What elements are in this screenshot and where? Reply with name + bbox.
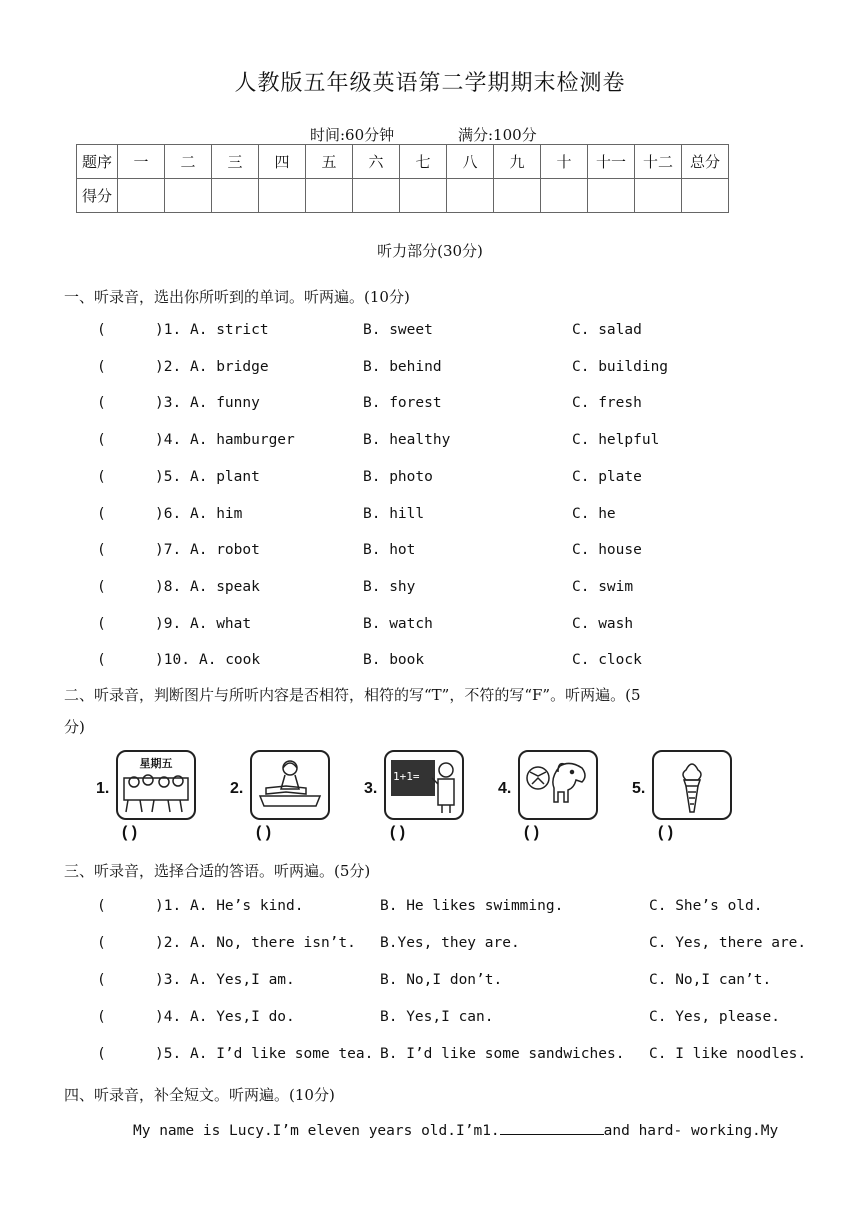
answer-paren-open[interactable]: ( xyxy=(97,972,106,988)
answer-paren-open[interactable]: ( xyxy=(97,1009,106,1025)
score-table-score-row xyxy=(77,179,729,213)
picture-reading xyxy=(250,750,330,820)
option-a: A. I’d like some tea. xyxy=(190,1046,374,1062)
table-header-cell: 十 xyxy=(541,145,588,179)
exam-time: 时间:60分钟 xyxy=(310,126,395,144)
table-header-cell: 一 xyxy=(118,145,165,179)
table-header-cell: 二 xyxy=(165,145,212,179)
question-number: )4. xyxy=(155,1009,182,1025)
answer-paren-open[interactable]: ( xyxy=(97,898,106,914)
score-cell[interactable] xyxy=(494,179,541,213)
answer-paren-open[interactable]: ( xyxy=(97,542,106,559)
question-number: )5. xyxy=(155,468,182,485)
answer-paren[interactable]: ( ) xyxy=(390,824,406,841)
table-row-label: 得分 xyxy=(77,179,118,213)
passage-text-before: My name is Lucy.I’m eleven years old.I’m1. xyxy=(133,1123,500,1139)
question-number: )2. xyxy=(155,935,182,951)
question-number: )1. xyxy=(155,898,182,914)
passage-text-after: and hard- working.My xyxy=(603,1123,779,1139)
picture-dog xyxy=(518,750,598,820)
option-b: B. watch xyxy=(363,615,433,632)
option-a: A. strict xyxy=(190,322,269,338)
answer-paren[interactable]: ( ) xyxy=(658,824,674,841)
picture-friday xyxy=(116,750,196,820)
score-cell[interactable] xyxy=(165,179,212,213)
question-number: )9. xyxy=(155,615,182,632)
table-header-cell: 六 xyxy=(353,145,400,179)
answer-paren-open[interactable]: ( xyxy=(97,1046,106,1062)
answer-paren-open[interactable]: ( xyxy=(97,395,106,412)
option-a: A. bridge xyxy=(190,358,269,375)
option-a: A. speak xyxy=(190,578,260,595)
answer-paren[interactable]: ( ) xyxy=(524,824,540,841)
table-header-cell: 十二 xyxy=(635,145,682,179)
teacher-icon xyxy=(386,752,462,818)
picture-number: 5. xyxy=(632,780,646,797)
passage-line xyxy=(133,1120,778,1139)
option-a: A. No, there isn’t. xyxy=(190,935,356,951)
picture-label: 星期五 xyxy=(139,757,173,770)
table-header-cell: 十一 xyxy=(588,145,635,179)
option-b: B. behind xyxy=(363,358,442,375)
question-number: )4. xyxy=(155,432,182,449)
option-a: A. funny xyxy=(190,395,260,412)
table-header-cell: 题序 xyxy=(77,145,118,179)
table-header-cell: 三 xyxy=(212,145,259,179)
question-number: )3. xyxy=(155,395,182,412)
score-cell[interactable] xyxy=(212,179,259,213)
score-cell[interactable] xyxy=(353,179,400,213)
option-a: A. He’s kind. xyxy=(190,898,304,914)
table-header-cell: 九 xyxy=(494,145,541,179)
question-number: )8. xyxy=(155,578,182,595)
picture-number: 3. xyxy=(364,780,378,797)
option-c: C. No,I can’t. xyxy=(649,972,772,988)
section2-heading-cont: 分) xyxy=(64,718,85,736)
picture-number: 4. xyxy=(498,780,512,797)
table-header-cell: 八 xyxy=(447,145,494,179)
picture-ice-cream xyxy=(652,750,732,820)
answer-paren-open[interactable]: ( xyxy=(97,322,106,338)
table-header-cell: 五 xyxy=(306,145,353,179)
picture-row xyxy=(96,748,776,848)
question-number: )7. xyxy=(155,542,182,559)
option-a: A. hamburger xyxy=(190,432,295,449)
picture-number: 1. xyxy=(96,780,110,797)
section1-heading: 一、听录音，选出你所听到的单词。听两遍。(10分) xyxy=(64,288,410,306)
table-header-cell: 总分 xyxy=(682,145,729,179)
option-a: A. plant xyxy=(190,468,260,485)
dog-with-ball-icon xyxy=(520,752,596,818)
score-cell[interactable] xyxy=(118,179,165,213)
option-a: A. him xyxy=(190,505,243,522)
option-a: A. what xyxy=(190,615,252,632)
score-cell[interactable] xyxy=(682,179,729,213)
score-table-header-row xyxy=(77,145,729,179)
option-b: B. No,I don’t. xyxy=(380,972,503,988)
picture-item xyxy=(632,748,754,848)
option-c: C. clock xyxy=(572,652,642,669)
option-c: C. helpful xyxy=(572,432,660,449)
ice-cream-icon xyxy=(654,752,730,818)
option-b: B. book xyxy=(363,652,425,669)
board-text: 1+1= xyxy=(393,770,420,783)
score-table xyxy=(76,144,729,213)
picture-item xyxy=(364,748,486,848)
question-number: )5. xyxy=(155,1046,182,1062)
option-c: C. plate xyxy=(572,468,642,485)
option-b: B. He likes swimming. xyxy=(380,898,564,914)
option-b: B. shy xyxy=(363,578,416,595)
section4-heading: 四、听录音，补全短文。听两遍。(10分) xyxy=(64,1086,335,1104)
answer-paren-open[interactable]: ( xyxy=(97,358,106,375)
question-number: )6. xyxy=(155,505,182,522)
option-a: A. Yes,I do. xyxy=(190,1009,295,1025)
option-c: C. building xyxy=(572,358,669,375)
listening-heading: 听力部分(30分) xyxy=(377,242,483,260)
score-cell[interactable] xyxy=(541,179,588,213)
option-a: A. Yes,I am. xyxy=(190,972,295,988)
answer-paren[interactable]: ( ) xyxy=(256,824,272,841)
answer-paren-open[interactable]: ( xyxy=(97,615,106,632)
picture-teacher xyxy=(384,750,464,820)
option-c: C. She’s old. xyxy=(649,898,763,914)
question-number: )2. xyxy=(155,358,182,375)
option-a: A. cook xyxy=(199,652,261,669)
answer-paren-open[interactable]: ( xyxy=(97,468,106,485)
fill-blank-1[interactable] xyxy=(500,1120,604,1135)
table-header-cell: 四 xyxy=(259,145,306,179)
option-c: C. I like noodles. xyxy=(649,1046,807,1062)
answer-paren-open[interactable]: ( xyxy=(97,935,106,951)
option-b: B. forest xyxy=(363,395,442,412)
picture-item xyxy=(96,748,218,848)
people-drawing-icon xyxy=(118,752,194,818)
option-b: B. I’d like some sandwiches. xyxy=(380,1046,625,1062)
score-cell[interactable] xyxy=(400,179,447,213)
option-b: B. hot xyxy=(363,542,416,559)
page-title: 人教版五年级英语第二学期期末检测卷 xyxy=(234,71,626,96)
option-c: C. Yes, there are. xyxy=(649,935,807,951)
option-c: C. wash xyxy=(572,615,634,632)
option-a: A. robot xyxy=(190,542,260,559)
picture-item xyxy=(498,748,620,848)
question-number: )3. xyxy=(155,972,182,988)
section2-heading: 二、听录音，判断图片与所听内容是否相符，相符的写“T”，不符的写“F”。听两遍。(5 xyxy=(64,686,641,704)
picture-number: 2. xyxy=(230,780,244,797)
option-b: B. Yes,I can. xyxy=(380,1009,494,1025)
question-number: )1. xyxy=(155,322,182,338)
score-cell[interactable] xyxy=(588,179,635,213)
picture-item xyxy=(230,748,352,848)
answer-paren-open[interactable]: ( xyxy=(97,505,106,522)
option-b: B. photo xyxy=(363,468,433,485)
table-header-cell: 七 xyxy=(400,145,447,179)
section3-heading: 三、听录音，选择合适的答语。听两遍。(5分) xyxy=(64,862,371,880)
option-b: B.Yes, they are. xyxy=(380,935,520,951)
option-c: C. swim xyxy=(572,578,634,595)
score-cell[interactable] xyxy=(635,179,682,213)
score-cell[interactable] xyxy=(306,179,353,213)
answer-paren-open[interactable]: ( xyxy=(97,432,106,449)
girl-reading-icon xyxy=(252,752,328,818)
option-c: C. salad xyxy=(572,322,642,338)
option-c: C. house xyxy=(572,542,642,559)
option-b: B. healthy xyxy=(363,432,451,449)
question-number: )10. xyxy=(155,652,190,669)
full-score: 满分:100分 xyxy=(458,126,537,144)
score-cell[interactable] xyxy=(259,179,306,213)
option-c: C. Yes, please. xyxy=(649,1009,780,1025)
answer-paren-open[interactable]: ( xyxy=(97,578,106,595)
option-b: B. sweet xyxy=(363,322,433,338)
option-c: C. fresh xyxy=(572,395,642,412)
answer-paren-open[interactable]: ( xyxy=(97,652,106,669)
score-cell[interactable] xyxy=(447,179,494,213)
option-c: C. he xyxy=(572,505,616,522)
option-b: B. hill xyxy=(363,505,425,522)
answer-paren[interactable]: ( ) xyxy=(122,824,138,841)
